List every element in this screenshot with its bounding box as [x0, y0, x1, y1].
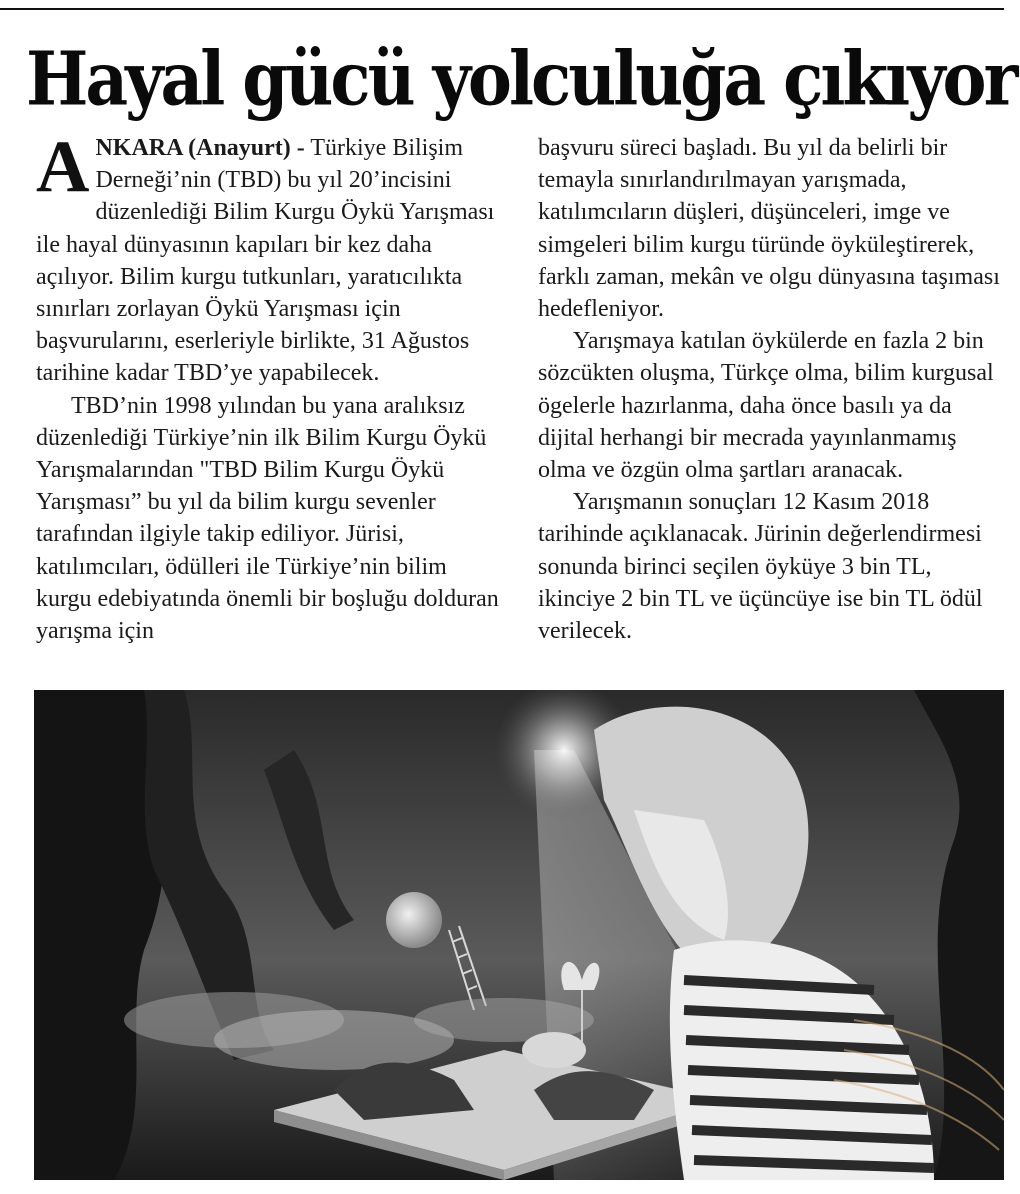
fantasy-book-illustration	[34, 690, 1004, 1180]
paragraph-4: Yarışmanın sonuçları 12 Kasım 2018 tarihinde açıklanacak. Jürinin değerlendirmesi sonunda birinci seçilen öyküye 3 bin TL, ikinciye 2 bin TL ve üçüncüye ise bin TL ödül verilecek.	[538, 489, 983, 645]
top-rule	[0, 8, 1004, 10]
dateline: NKARA (Anayurt) -	[95, 135, 305, 161]
article-photo	[34, 690, 1004, 1180]
drop-cap: A	[36, 126, 90, 208]
paragraph-2: TBD’nin 1998 yılından bu yana aralıksız düzenlediği Türkiye’nin ilk Bilim Kurgu Öykü Yarışmalarından "TBD Bilim Kurgu Öykü Yarışması” bu yıl da bilim kurgu sevenler tarafından ilgiyle takip ediliyor. Jürisi, katılımcıları, ödülleri ile Türkiye’nin bilim kurgu edebiyatında önemli bir boşluğu dolduran yarışma için	[36, 392, 499, 645]
text-column-right	[538, 132, 1008, 647]
headline: Hayal gücü yolculuğa çıkıyor	[26, 34, 1016, 123]
text-column-left	[36, 126, 506, 647]
paragraph-2-continued: başvuru süreci başladı. Bu yıl da belirli bir temayla sınırlandırılmayan yarışmada, katılımcıların düşleri, düşünceleri, imge ve simgeleri bilim kurgu türünde öyküleştirerek, farklı zaman, mekân ve olgu dünyasına taşıması hedefleniyor.	[538, 135, 1000, 323]
lead-text: Türkiye Bilişim Derneği’nin (TBD) bu yıl 20’incisini düzenlediği Bilim Kurgu Öykü Yarışması ile hayal dünyasının kapıları bir kez daha açılıyor. Bilim kurgu tutkunları, yaratıcılıkta sınırları zorlayan Öykü Yarışması için başvurularını, eserleriyle birlikte, 31 Ağustos tarihine kadar TBD’ye yapabilecek.	[36, 135, 495, 387]
paragraph-3: Yarışmaya katılan öykülerde en fazla 2 bin sözcükten oluşma, Türkçe olma, bilim kurgusal ögelerle hazırlanma, daha önce basılı ya da dijital herhangi bir mecrada yayınlanmamış olma ve özgün olma şartları aranacak.	[538, 328, 994, 484]
lead-paragraph	[36, 126, 506, 390]
